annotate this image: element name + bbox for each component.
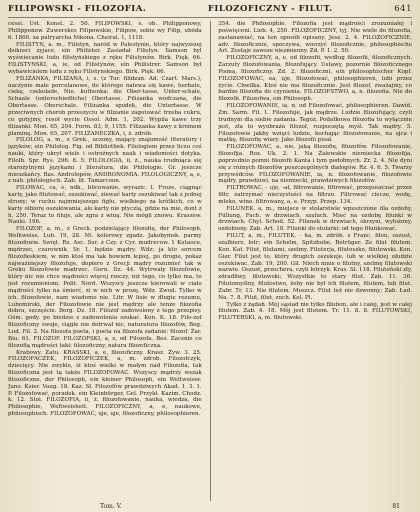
header-left-title: FILIPOWSKI - FILOZOFIA. [8, 4, 147, 14]
entry-paragraph: FILUT, a, m., FILUTEK, - ka, m. zdrób. z Franc. filou, oszust, szalbierz, łotr; ein Schelm, Spitzbube, Betrüger. Ze filut filutem. Kon. Kat. Filut, filutami, szelmy. Filuterja, filutoszko, filutowski. Kon. Gier. Filut jest to, który drugich oszukuje, lub w wielkiej ułudzie oszukiwac. Zab. 19, 200. Gil. Niech mnie o filutny, szelmę filutowski nazwie. Oszust, przechera, czyli łotrzyk. Kras. Sł. 118. Filutoński zły, zdradliwy, filutowski; Wszystkie to stary filut. Zab. 11. 36. Filutomyślny, filutostwo, żeby nie był ich filutem, filutem, lub filut. Zabr. Tr. 13. Nie filutem. Moszcz. Filut też nie dzwonny; Zab. Ład. Na. 7. 8. Filut, filut, zuch. Kol. Pl. [218, 233, 412, 301]
text-columns [8, 21, 412, 501]
entry-paragraph: FILOLOG, a, m., z Grek., uczony, mający znajomość literatury i języków; ein Philolog. Fig. od Bibliothek. Filologiem przez liczu coś nauki, który ukrył wiele i ostrożnych nauk i wiadomości dotyka. Filolb. Spr. Rys. 296. 8. 5. FILOLOGIA, ii, ż., nauka trudniąca się starożytnymi językami i literatura, die Philologie. Gr. jeszcze mieszkańcy. Bas. Androlopów, ANDRONOMIA. FILOLOGICZNY, a, e, z nab. philologisch. Zab. lit. Tamarcoon. [8, 137, 202, 185]
volume-footer: Tom. V. [100, 503, 122, 510]
entry-paragraph: Tylko z żądań. Mój sąsiad nie tylko filutem, ale i całej, jest w całej filutem. Zab. 4. 18. Mój jest filutem. Tr. 11. 8. 8. FILUTOWSKI, FILUTERSKI, a, m. filutowski. [218, 301, 412, 322]
entry-paragraph: FILOZOFOWAC, a, nie, jaką filozofię, filozofów. Filozofowanie, filozofija. Roz. Uk. 2. 1. Na Żalewskie niemiecka filozofija, poprzednio pomni filozofii Kanta i tym podobnych. Zr. 2. 4. Nie dyni się z różnych filozofów poszczególnych dialogów. Rz. 4. 6. 5. Twarzy przywódców. FILOZOFOWANIE, ia, n. filozofowanie, filozofowie mądry, prawdziwi, na niemiecki, prawdziwych filozofów. [218, 144, 412, 185]
entry-paragraph: Krabowy. Zatu. KRASSKI, a, e, filozoficzny. Krasz. Żyw. 3. 25. FILOZOFACZEK, FILOZOFICZEK, a, m. zdrob. Filozofczyk, dziecięcy. Nie zwykle, iż ktoś wielki w małym nad Filozofia, tak filozoficzna jest tą także FILOZOFOWAC. Wszyscy mądrzy wszak filozoficzne, der Philosoph, ein kleiner Philosoph, ein Weltweiser. Juno. Ksier. Vaug. 18. Kaz. Sł. Filozofów prawdziwych Akad. 1. 3. 1. P. Filozofować, poradek. ein Kleinbürger, Gel. Przykł. Kazim. Chodz. k. 12. Stoi. FILOZOFIA, ii, ż. filozofowanie, nauka, wiedza, die Philosophie, Weltweisheit. FILOZOFICZNY, a, e, naukowe, philosophisch. FILOZOFOWAĆ, uje, uje, filozoficzny, philosophieren. [8, 349, 202, 418]
right-column [218, 21, 412, 501]
page-number: 641 [394, 4, 412, 14]
entry-paragraph: FILUNEK, a, m., miejsce w stolarstwie wpuszczone dla ozdoby, Füllung, Fach. w drzwiach, szafach. Mieć na ozdobę filunki w drzwiach. Chyl. Schod. 52. Filunek w drzwiach, skrzyni, wyłożony, ozdobiony. Zab. Art. 18. Filunki do stolarki; od tego filunkować. [218, 205, 412, 233]
running-header [8, 4, 412, 18]
entry-paragraph: cessi. Ust. Konst. 2. 50. FILIPOWSKI, s. ob. Philipponowy, Philipponow. Zuwerskes Filipowskie, Filipow, sobie wy Filip, ubóda 6. 1800. za patryarcha Nikona. Cheiral. 1, 1118. [8, 21, 202, 41]
entry-paragraph: FILOWAC, ca, e, ndk., blicowanie, wyrazic. I. Froze, ciągnąc karty, jako filutować, oszukiwać, ziewać karty oszukiwać tak z jednej strony; w ruchu najmniejszego figlu, wielkiego za krótkich, co w karty olbiorę oszukiwania, ale karty nie ptyczią, gdzie na mie, dont z h, 250. Teraz to filuje, ale zgra z winą. Nie mógli znowu. Kraszew. Nauki. 196. [8, 185, 202, 226]
entry-paragraph: FILOZOF, a, m., z Greck. podzielający filozofię, der Philosoph, Welhweise. Lub. 19, 28. Nt. kolorowy zgadz. Jakobymsk. parmy filozofowie. Swięt. Rz. Asc. Sur. z Czy. z Cyr. mudrecow. 1 Kutaoce, mędrzec, czarownik. Sr. 1. będzie mądry. Wdz: ja kto sercem filozofieskiem, w nim ktoś ma tak bowiem lepiej, po drogie, pokaz najważniejszy filozofuje, dopiero z Grecji mądry rozumieć tak w Greku filozofowie madrzec. Gorn. Dz. 44. Wytrwały filozofowie, który nic nie chce mądrości więcej rzeczy, niż tego, co tylko ma, to jest rozumieniom. Polit. Nord. Wszyscy jeszcze kierowali w ciało mądrości tylko na śmierć, zi w nich w prozę, Wdz. Zwod. Tylko w ich. filozofowie, nam wiadomo nie. Litr. W lisie w długie rozumu, Lubomirski, der Filozofowie nie jest mędrzy ale tenże filozofia dobra, szczęście. Borg. Dz. 18. Filozof zadowolony z tego przepisy. Ośm. gody. po biedzie z zadowolenia szukać. Kon. K. 18. Filo-zof filozoficzny swoje, ciągle nie dotrwał nic, naturatura filozofów, Bog. Lud. Fil. 2. Na filozofa poeta, i poeta na filozofa zadanie: filozof. Żar. Biu. 61. FILOZOF. FILOZOFSKI, a, z, od Filozofa. Bes. Zacznie co filozofią mądrości taki: filozoficzny, natura filozoficzna. [8, 226, 202, 349]
entry-paragraph: FILIZANKA, FILIZANA, i, s. (z Tur. filidzan. Ad. Czart. Mars.), naczynie małe porcelanowe, do którego nalewa się kawe, herbate, ciekę, czekolade, Nie. kuthenka; die Ober-tasse, Unter-schale, Schaale (unterschiedliche) Obertasse. Filizanka wodczana, die Obertasse. Oberschale. Filizanka spodek, die Untertasse. W przeciwnych chorob przeszyciu w filizanie zagotować trzeba cukru, co gotyjmy, rosoł wycie Ossol. Adm. 1, 202. Wypila kawe trzy filizanki. Mon. 65, 204. Form. 83, 9, 1155. Filizanka kawy z kremem plaminę. Mon. 65, 207. FILIZANECZKA, i, ż. zdrób. [8, 75, 202, 137]
entry-paragraph: FILOZOFOWANIE, ia, n. od Filozofować, philosophieren. Dawid. Zm. Sarm. Fil. 1. Filozofuje, jak mądrze. Ludzie filozofujący, czyli trudnym dla siebie zadania. Tegoż. Podatkowa filozofia to wyłącznie jest, zła to wyobraża filozof, rozpoczętą myśl. Tak mądry. 5. Filozofowie jakby wzięci ludzie, kochając filozofowanie, na ojca i matkę, filozofię wiary. Jako filozofii pisał. [218, 103, 412, 144]
column-divider [210, 21, 211, 501]
header-center-title: FILOZOFICZNY - FILUT. [207, 4, 333, 14]
entry-paragraph: 354. die Philosophie. Filozofia jest mądrości zrozumiałej i poświęceni. Lieb. 4, 250. FILOZOFICZNY, tyj. Nie wiele do filozofia, zastanawiać, na ten sposób opisany. Jesz. 2. 4. FILOZOFICZNIE, adv. filozoficznie, spoczywa, wierzyć filozoficznie, philosophische Art. Zostaje zawsze niezmienny. Zd. P. 1. 2. 50. [218, 21, 412, 55]
signature-mark: 81 [392, 503, 400, 510]
entry-paragraph: FILTROWAC, - uje, -ał, filtrowanie, filtrować, przepuszczać przez filtr, zatrzymać nieczystości na filtrze. Filtrować ciecze, wodę, mleko, wino. filtrowany, a, e. Przyp. Przep. 134. [218, 185, 412, 205]
entry-paragraph: FILISTYN, a. m., Filistyn, naród w Palestynie, który najwyzszej dzikosci zyjace, ein Philister. Zasiadał Filistyn. Samson byl wyświecanie ludu filistyńskiego z ręku Filistynów. Birk. Pięk. 66. FILISTYNSKI, a, ie, od Filistynów, ein Philistrer. Samson był wybawicielem ludu z ręku Filistynskiego. Birk. Pięk. 66. [8, 41, 202, 75]
left-column [8, 21, 202, 501]
entry-paragraph: FILOZOFICZNY, a, e, od filozofii, według filozofii, filozoficznych. Zarzuty filozofowania, filozofujący. Ustawy, pozornie filozoficznego Pisma, filozoficzny. Zd. 2. filozoficzni, ein philosophischer Kopf. FILOZOFOWAC, ea, uje, filozofować, philosophieren, lubi przez życie. Chwilka. Ktoś nie ma filozoficznie. Jest filozof, zważajmy, co bardzo filozofia do czynienia. FILOZOFSTWO, a, n. filozofia. Nie do filozofii. Filozofwa, ein Philosoph. [218, 55, 412, 103]
